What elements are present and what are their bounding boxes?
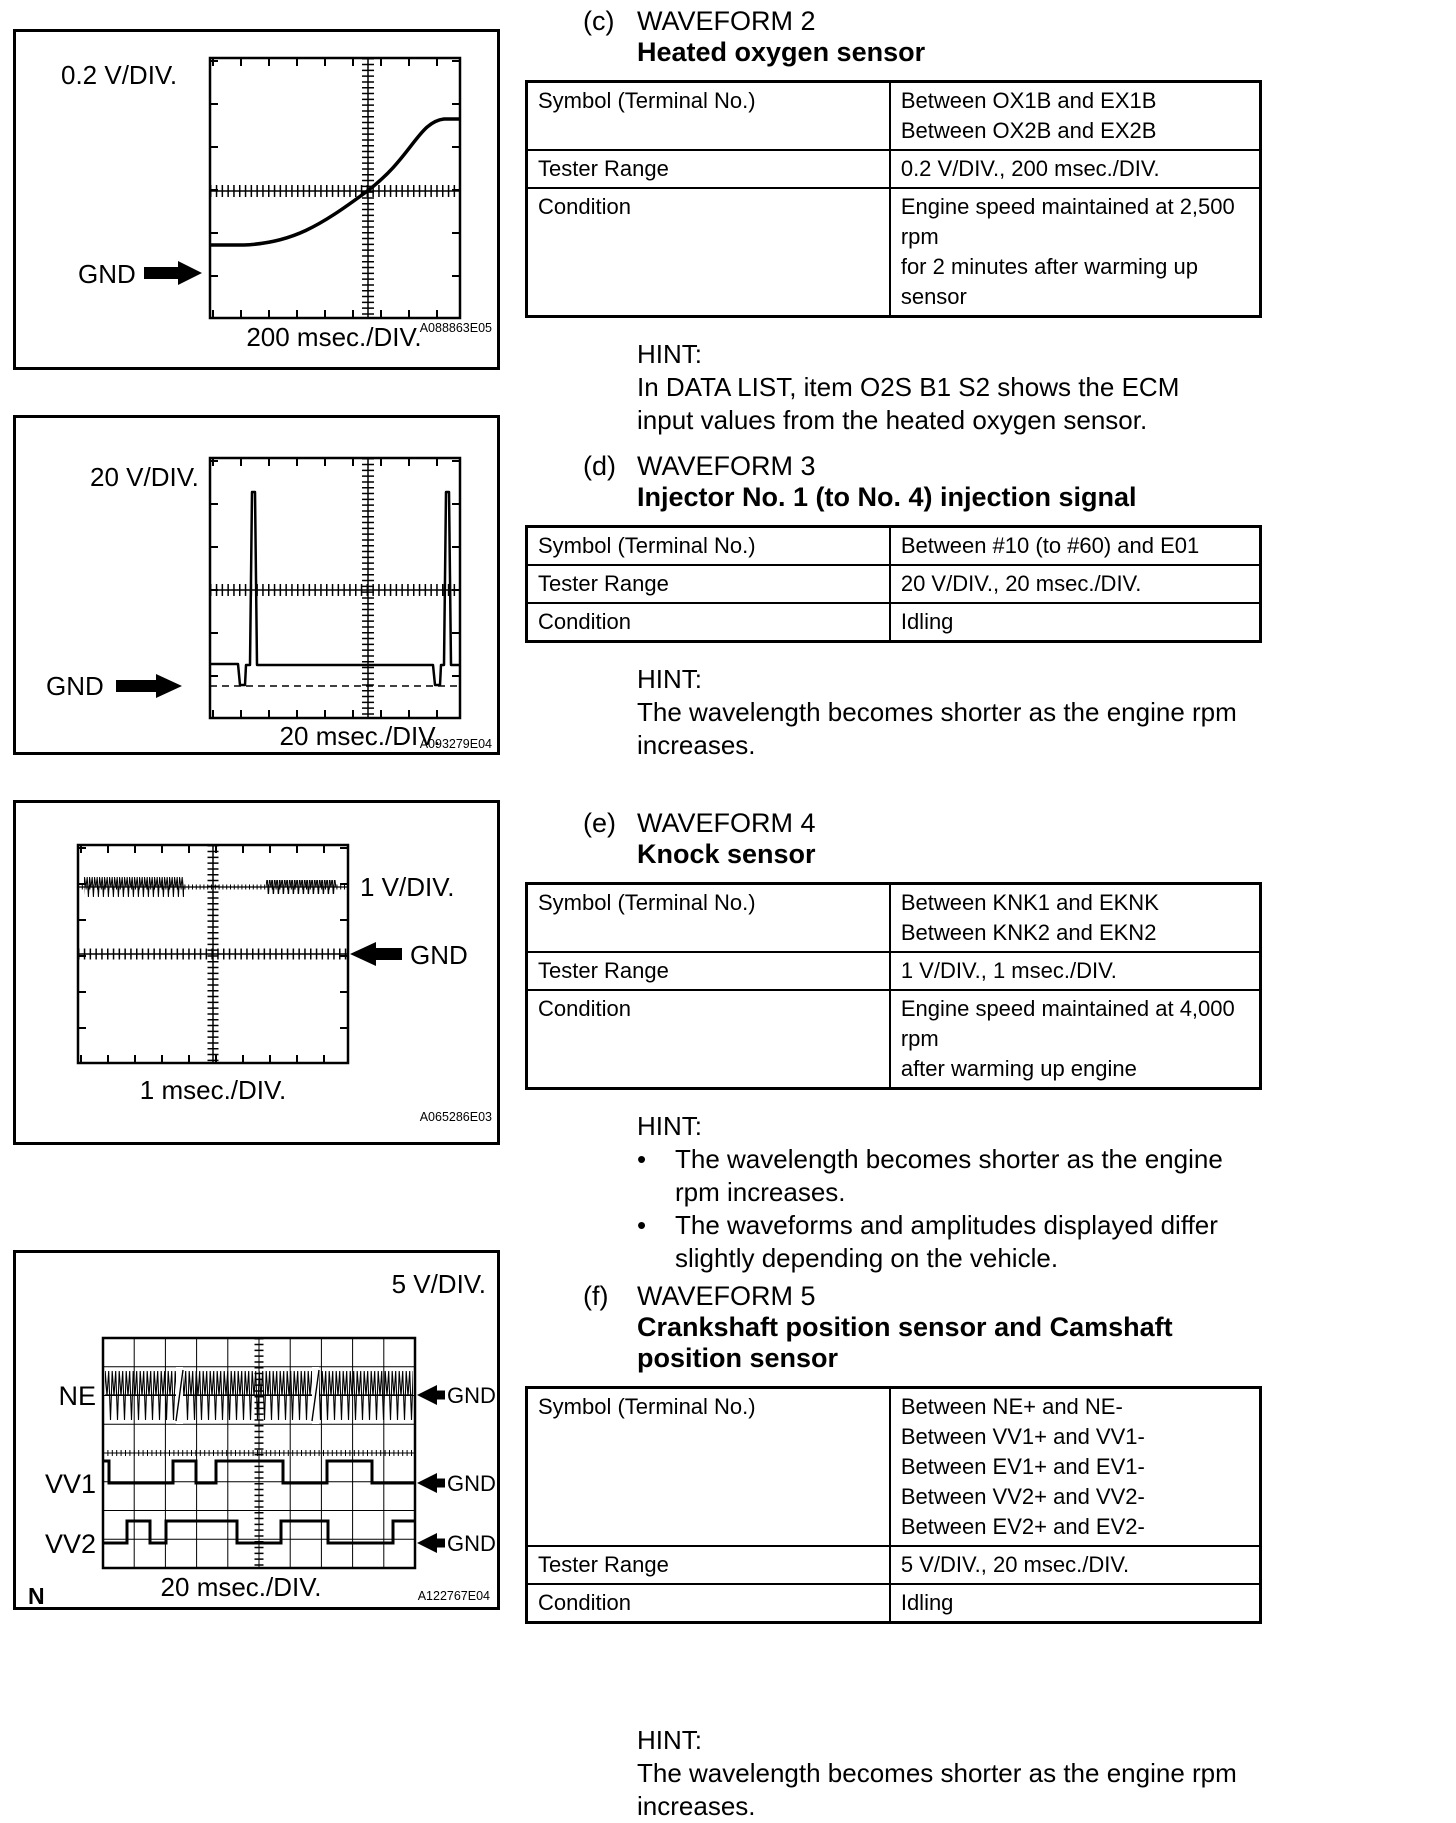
- hint-line: The wavelength becomes shorter as the engine: [675, 1144, 1223, 1174]
- injector-signal-trace: [210, 492, 460, 685]
- section-heading: [525, 6, 1262, 37]
- oscilloscope-waveform4: [16, 803, 497, 1142]
- table-row: [527, 527, 1261, 566]
- row-value: [890, 1388, 1261, 1547]
- section-subtitle: [637, 37, 1262, 68]
- value-line: Engine speed maintained at 4,000 rpm: [900, 996, 1235, 1051]
- row-value: [890, 884, 1261, 953]
- value-line: Between #10 (to #60) and E01: [900, 533, 1200, 558]
- row-label: Tester Range: [527, 565, 890, 603]
- waveform3-figure: [13, 415, 500, 755]
- gnd-label: GND: [78, 259, 136, 289]
- section-title: WAVEFORM 3: [637, 451, 816, 481]
- section-waveform4: [525, 808, 1262, 1275]
- table-row: [527, 1584, 1261, 1623]
- section-heading: [525, 1281, 1262, 1312]
- bullet-text: [675, 1209, 1218, 1275]
- spec-table: [525, 1386, 1262, 1624]
- gnd-label: GND: [447, 1531, 496, 1556]
- value-line: 0.2 V/DIV., 200 msec./DIV.: [900, 156, 1160, 181]
- vv2-trace-label: VV2: [44, 1529, 96, 1559]
- section-waveform5: [525, 1281, 1262, 1823]
- hint-line: rpm increases.: [675, 1177, 846, 1207]
- vdiv-label: 5 V/DIV.: [391, 1269, 486, 1299]
- value-line: after warming up engine: [900, 1056, 1137, 1081]
- section-index: (d): [583, 451, 616, 481]
- hint-block: [637, 1110, 1262, 1275]
- section-index: (c): [583, 6, 615, 36]
- hint-bullet-item: [637, 1209, 1262, 1275]
- section-title: WAVEFORM 4: [637, 808, 816, 838]
- subtitle-line: Knock sensor: [637, 839, 816, 869]
- table-row: [527, 990, 1261, 1089]
- table-row: [527, 150, 1261, 188]
- gnd-arrow-left-icon: [417, 1385, 445, 1553]
- scope-grid: [210, 458, 460, 718]
- value-line: Between EV2+ and EV2-: [900, 1514, 1145, 1539]
- table-row: [527, 565, 1261, 603]
- table-row: [527, 1546, 1261, 1584]
- figure-code: A088863E05: [419, 321, 492, 335]
- gnd-label: GND: [410, 940, 468, 970]
- hint-line: The wavelength becomes shorter as the engine rpm: [637, 697, 1237, 727]
- spec-table: [525, 882, 1262, 1090]
- hint-title: HINT:: [637, 339, 702, 369]
- row-label: Condition: [527, 188, 890, 317]
- value-line: Idling: [900, 609, 954, 634]
- ne-trace-label: NE: [58, 1381, 96, 1411]
- value-line: Between EV1+ and EV1-: [900, 1454, 1145, 1479]
- hint-bullet-item: [637, 1143, 1262, 1209]
- row-value: [890, 82, 1261, 151]
- table-row: [527, 1388, 1261, 1547]
- section-subtitle: [637, 482, 1262, 513]
- section-title: WAVEFORM 5: [637, 1281, 816, 1311]
- section-heading: [525, 451, 1262, 482]
- subtitle-line: position sensor: [637, 1343, 839, 1373]
- value-line: Between VV2+ and VV2-: [900, 1484, 1145, 1509]
- row-label: Tester Range: [527, 1546, 890, 1584]
- row-value: [890, 1546, 1261, 1584]
- row-label: Symbol (Terminal No.): [527, 82, 890, 151]
- figure-code: A065286E03: [419, 1110, 492, 1124]
- hint-line: In DATA LIST, item O2S B1 S2 shows the ECM: [637, 372, 1180, 402]
- vv1-trace-label: VV1: [44, 1469, 96, 1499]
- oscilloscope-waveform3: [16, 418, 497, 752]
- gnd-label: GND: [447, 1383, 496, 1408]
- row-label: Condition: [527, 990, 890, 1089]
- bullet-icon: •: [637, 1144, 647, 1174]
- value-line: Idling: [900, 1590, 954, 1615]
- gnd-arrow-left-icon: [350, 942, 402, 966]
- row-label: Condition: [527, 1584, 890, 1623]
- subtitle-line: Crankshaft position sensor and Camshaft: [637, 1312, 1173, 1342]
- row-value: [890, 150, 1261, 188]
- hint-line: slightly depending on the vehicle.: [675, 1243, 1059, 1273]
- row-label: Symbol (Terminal No.): [527, 884, 890, 953]
- row-value: [890, 1584, 1261, 1623]
- section-heading: [525, 808, 1262, 839]
- table-row: [527, 952, 1261, 990]
- value-line: 5 V/DIV., 20 msec./DIV.: [900, 1552, 1130, 1577]
- vdiv-label: 1 V/DIV.: [360, 872, 455, 902]
- hint-line: input values from the heated oxygen sensor.: [637, 405, 1148, 435]
- figure-corner-label: N: [28, 1583, 45, 1609]
- row-value: [890, 952, 1261, 990]
- table-row: [527, 82, 1261, 151]
- ne-signal-trace: [105, 1367, 413, 1424]
- row-value: [890, 527, 1261, 566]
- row-label: Tester Range: [527, 952, 890, 990]
- bullet-icon: •: [637, 1210, 647, 1240]
- section-index: (f): [583, 1281, 609, 1311]
- hint-line: The waveforms and amplitudes displayed differ: [675, 1210, 1218, 1240]
- text-column: [525, 6, 1262, 1823]
- value-line: for 2 minutes after warming up sensor: [900, 254, 1198, 309]
- table-row: [527, 188, 1261, 317]
- timediv-label: 20 msec./DIV.: [160, 1572, 322, 1602]
- figure-code: A093279E04: [419, 737, 492, 751]
- oscilloscope-waveform5: [16, 1253, 497, 1607]
- spec-table: [525, 525, 1262, 643]
- hint-title: HINT:: [637, 1111, 702, 1141]
- value-line: 1 V/DIV., 1 msec./DIV.: [900, 958, 1117, 983]
- row-label: Symbol (Terminal No.): [527, 1388, 890, 1547]
- hint-block: [637, 338, 1262, 437]
- value-line: Between VV1+ and VV1-: [900, 1424, 1145, 1449]
- value-line: Between OX2B and EX2B: [900, 118, 1157, 143]
- timediv-label: 20 msec./DIV.: [279, 721, 441, 751]
- row-value: [890, 990, 1261, 1089]
- value-line: 20 V/DIV., 20 msec./DIV.: [900, 571, 1142, 596]
- hint-line: increases.: [637, 1791, 756, 1821]
- value-line: Engine speed maintained at 2,500 rpm: [900, 194, 1235, 249]
- row-value: [890, 188, 1261, 317]
- hint-block: [637, 663, 1262, 762]
- waveform2-figure: [13, 29, 500, 370]
- gnd-arrow-right-icon: [116, 674, 182, 698]
- value-line: Between KNK2 and EKN2: [900, 920, 1157, 945]
- oscilloscope-waveform2: [16, 32, 497, 367]
- row-label: Symbol (Terminal No.): [527, 527, 890, 566]
- timediv-label: 200 msec./DIV.: [246, 322, 422, 352]
- vdiv-label: 20 V/DIV.: [90, 462, 199, 492]
- hint-title: HINT:: [637, 1725, 702, 1755]
- table-row: [527, 603, 1261, 642]
- spec-table: [525, 80, 1262, 318]
- figure-code: A122767E04: [417, 1589, 490, 1603]
- section-subtitle: [637, 1312, 1262, 1374]
- row-value: [890, 565, 1261, 603]
- subtitle-line: Heated oxygen sensor: [637, 37, 926, 67]
- table-row: [527, 884, 1261, 953]
- section-waveform3: [525, 451, 1262, 762]
- row-value: [890, 603, 1261, 642]
- scope-grid: [210, 58, 460, 318]
- vdiv-label: 0.2 V/DIV.: [61, 60, 178, 90]
- section-subtitle: [637, 839, 1262, 870]
- bullet-text: [675, 1143, 1223, 1209]
- gnd-label: GND: [46, 671, 104, 701]
- timediv-label: 1 msec./DIV.: [139, 1075, 287, 1105]
- gnd-arrow-right-icon: [144, 261, 202, 285]
- hint-block: [637, 1724, 1262, 1823]
- hint-line: The wavelength becomes shorter as the engine rpm: [637, 1758, 1237, 1788]
- waveform4-figure: [13, 800, 500, 1145]
- section-waveform2: [525, 6, 1262, 437]
- row-label: Condition: [527, 603, 890, 642]
- value-line: Between KNK1 and EKNK: [900, 890, 1159, 915]
- gnd-label: GND: [447, 1471, 496, 1496]
- row-label: Tester Range: [527, 150, 890, 188]
- value-line: Between OX1B and EX1B: [900, 88, 1157, 113]
- oxygen-sensor-trace: [210, 119, 460, 245]
- section-index: (e): [583, 808, 616, 838]
- subtitle-line: Injector No. 1 (to No. 4) injection signal: [637, 482, 1137, 512]
- hint-title: HINT:: [637, 664, 702, 694]
- hint-line: increases.: [637, 730, 756, 760]
- section-title: WAVEFORM 2: [637, 6, 816, 36]
- waveform5-figure: [13, 1250, 500, 1610]
- value-line: Between NE+ and NE-: [900, 1394, 1123, 1419]
